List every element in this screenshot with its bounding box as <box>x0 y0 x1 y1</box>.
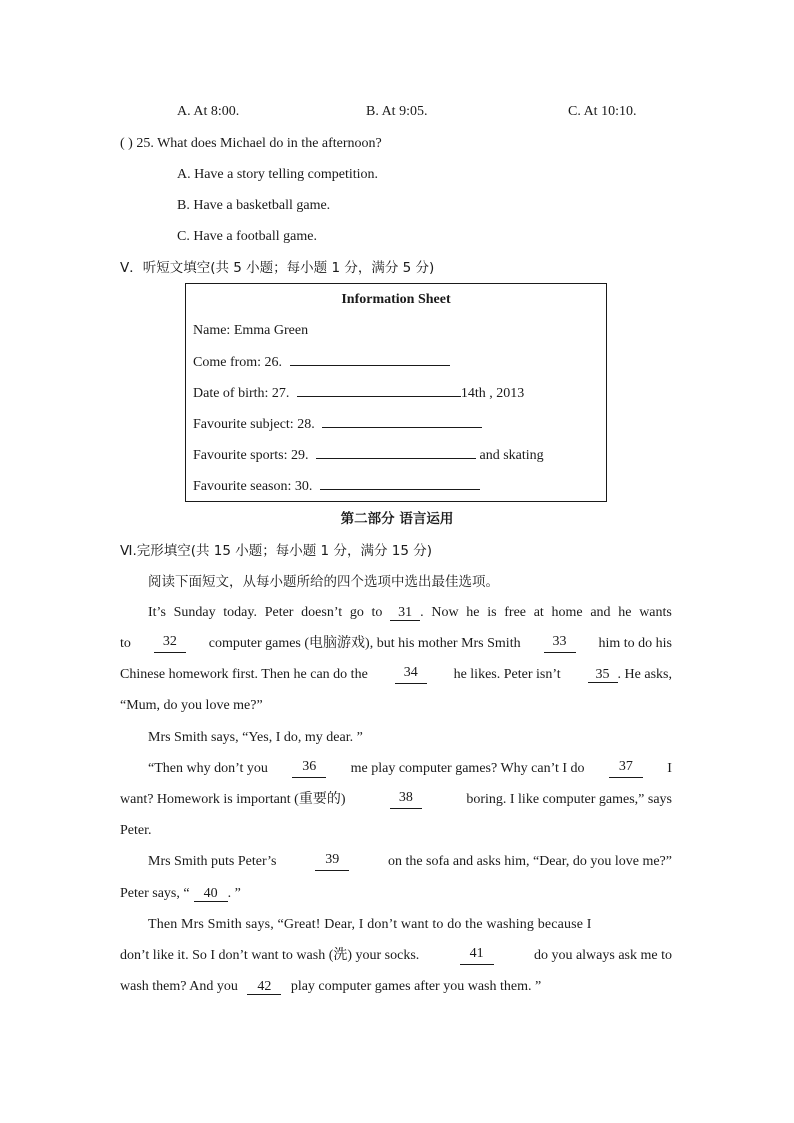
section-6-instruction: 阅读下面短文，从每小题所给的四个选项中选出最佳选项。 <box>148 574 499 590</box>
passage-line-2 <box>120 635 672 653</box>
text: Peter says, “ <box>120 886 190 901</box>
passage-line-6 <box>148 760 672 778</box>
text: computer games (电脑游戏), but his mother Mrs Smith <box>208 636 521 651</box>
text: play computer games after you wash them. ” <box>290 979 542 994</box>
answer-line-26 <box>290 353 450 366</box>
passage-line-1 <box>148 604 672 622</box>
passage-line-12 <box>120 947 672 965</box>
info-sports-label: Favourite sports: 29. <box>193 448 309 463</box>
blank-39: 39 <box>315 853 349 871</box>
info-sports <box>193 446 544 465</box>
text: he likes. Peter isn’t <box>453 667 561 682</box>
passage-line-9 <box>148 853 672 871</box>
info-name: Name: Emma Green <box>193 323 309 338</box>
info-dob-suffix: 14th , 2013 <box>460 386 525 401</box>
question-25: ( ) 25. What does Michael do in the afternoon? <box>120 136 382 151</box>
blank-34: 34 <box>395 666 427 684</box>
info-sports-suffix: and skating <box>479 448 544 463</box>
blank-35-wrap <box>588 666 672 684</box>
info-dob-label: Date of birth: 27. <box>193 386 290 401</box>
option-24a: A. At 8:00. <box>177 104 240 119</box>
word: Peter <box>264 605 294 620</box>
word: free <box>504 605 527 620</box>
passage-line-7 <box>120 791 672 809</box>
word: is <box>487 605 497 620</box>
text: don’t like it. So I don’t want to wash (洗) your socks. <box>120 948 420 963</box>
word: It’s <box>148 605 166 620</box>
word: today. <box>223 605 257 620</box>
section-5-heading: Ⅴ．听短文填空(共 5 小题；每小题 1 分，满分 5 分) <box>120 260 435 276</box>
info-come-from <box>193 353 450 372</box>
word: doesn’t <box>301 605 343 620</box>
word: go <box>349 605 364 620</box>
option-24c: C. At 10:10. <box>568 104 637 119</box>
text: on the sofa and asks him, “Dear, do you love me?” <box>387 854 672 869</box>
passage-line-13 <box>120 978 541 996</box>
blank-37: 37 <box>609 760 643 778</box>
word: Sunday <box>173 605 216 620</box>
text: . He asks, <box>617 667 672 682</box>
answer-line-30 <box>320 477 480 490</box>
info-come-from-label: Come from: 26. <box>193 355 283 370</box>
info-season <box>193 477 480 496</box>
word: Now <box>431 605 459 620</box>
option-25a: A. Have a story telling competition. <box>177 167 379 182</box>
part-2-heading: 第二部分 语言运用 <box>340 511 454 527</box>
info-subject-label: Favourite subject: 28. <box>193 417 315 432</box>
text: to <box>120 636 131 651</box>
text: Chinese homework first. Then he can do the <box>120 667 368 682</box>
information-sheet <box>185 283 607 502</box>
text: me play computer games? Why can’t I do <box>350 761 585 776</box>
passage-line-4: “Mum, do you love me?” <box>120 698 263 713</box>
blank-38: 38 <box>390 791 422 809</box>
word: and <box>590 605 611 620</box>
blank-31-wrap: 31 . <box>390 604 424 622</box>
answer-line-29 <box>316 446 476 459</box>
blank-42: 42 <box>247 980 281 995</box>
info-subject <box>193 415 482 434</box>
text: Mrs Smith puts Peter’s <box>148 854 277 869</box>
info-dob <box>193 384 524 403</box>
text: want? Homework is important (重要的) <box>120 792 346 807</box>
option-25c: C. Have a football game. <box>177 229 317 244</box>
blank-35: 35 <box>588 668 618 683</box>
blank-36: 36 <box>292 760 326 778</box>
text: boring. I like computer games,” says <box>466 792 672 807</box>
word: he <box>618 605 632 620</box>
blank-41: 41 <box>460 947 494 965</box>
word: he <box>466 605 480 620</box>
passage-line-3 <box>120 666 672 684</box>
blank-31: 31 <box>390 606 420 621</box>
blank-33: 33 <box>544 635 576 653</box>
word: to <box>371 605 383 620</box>
passage-line-5: Mrs Smith says, “Yes, I do, my dear. ” <box>148 730 363 745</box>
word: home <box>551 605 583 620</box>
text: . ” <box>227 886 241 901</box>
blank-40: 40 <box>194 887 228 902</box>
word: wants <box>639 605 672 620</box>
word: at <box>533 605 544 620</box>
info-season-label: Favourite season: 30. <box>193 479 313 494</box>
section-6-heading: Ⅵ.完形填空(共 15 小题；每小题 1 分，满分 15 分) <box>120 543 432 559</box>
answer-line-28 <box>322 415 482 428</box>
text: I <box>667 761 672 776</box>
text: him to do his <box>598 636 672 651</box>
option-25b: B. Have a basketball game. <box>177 198 331 213</box>
text: “Then why don’t you <box>148 761 268 776</box>
blank-32: 32 <box>154 635 186 653</box>
passage-line-11: Then Mrs Smith says, “Great! Dear, I don’t want to do the washing because I <box>148 917 592 932</box>
answer-line-27 <box>297 384 461 397</box>
passage-line-10 <box>120 885 241 903</box>
option-24b: B. At 9:05. <box>366 104 428 119</box>
text: wash them? And you <box>120 979 238 994</box>
passage-line-8: Peter. <box>120 823 152 838</box>
info-sheet-title: Information Sheet <box>341 292 451 307</box>
text: do you always ask me to <box>533 948 672 963</box>
